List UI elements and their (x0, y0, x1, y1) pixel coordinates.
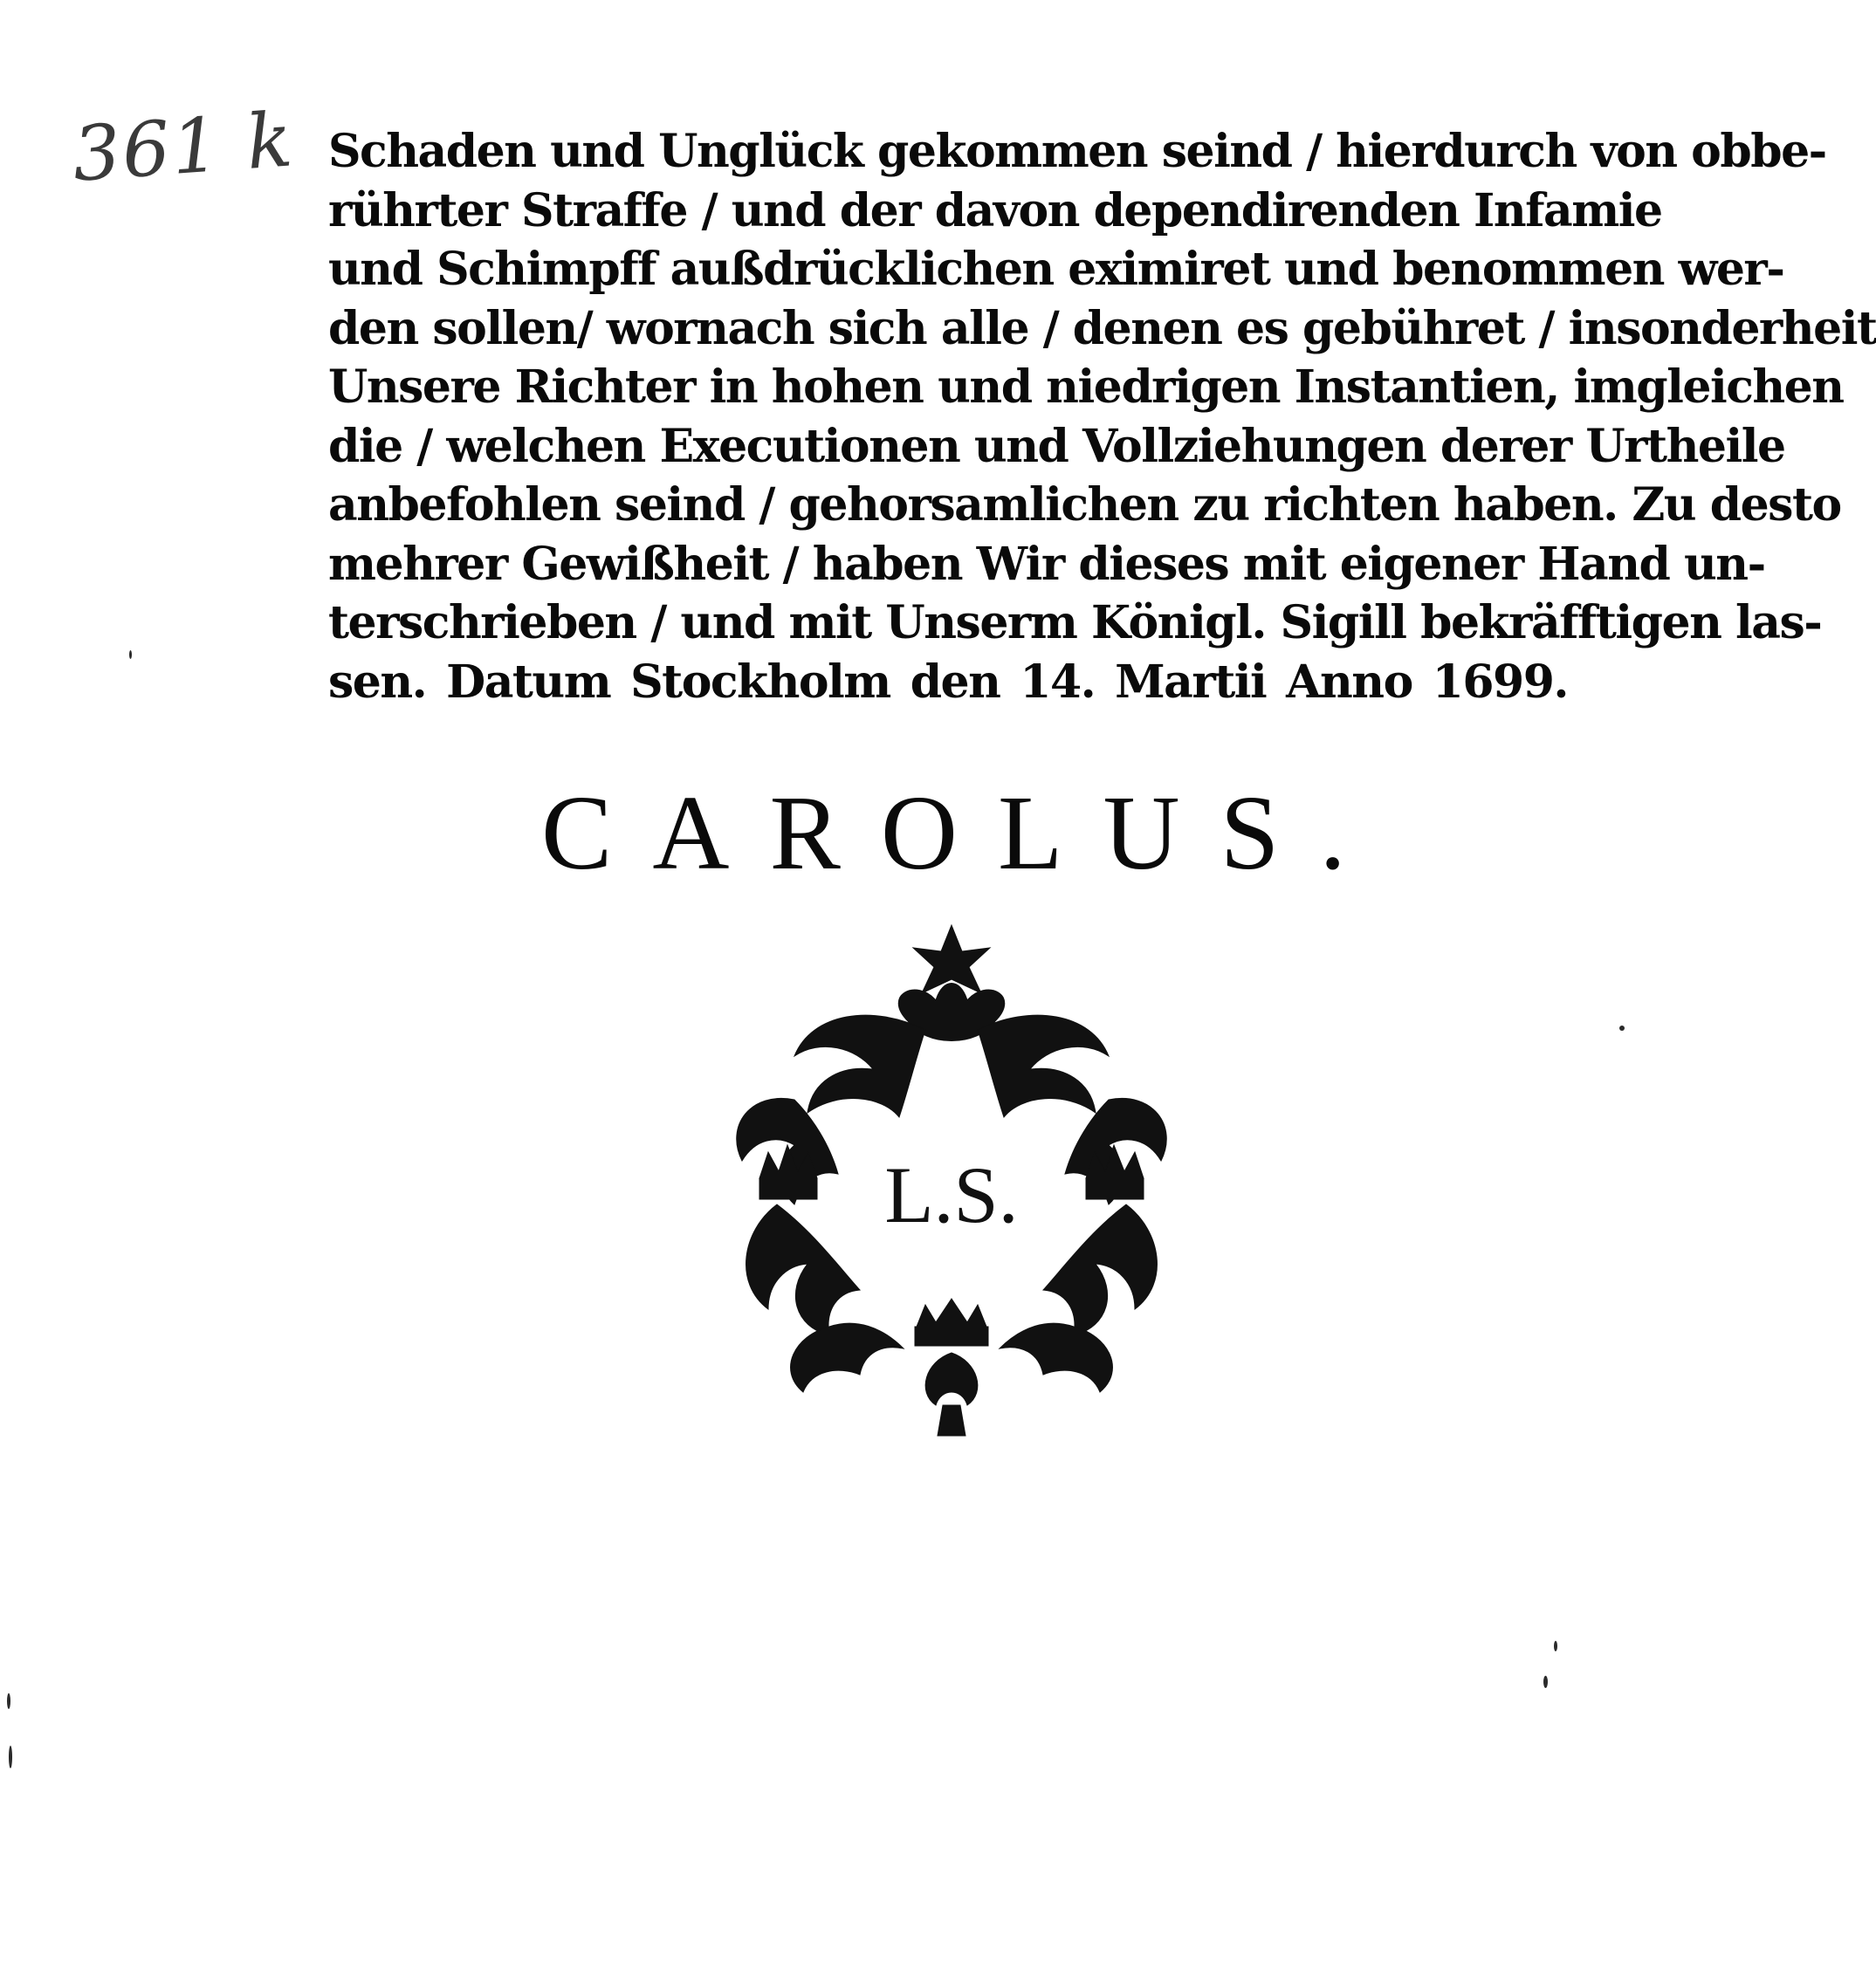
scan-speck (7, 1693, 10, 1709)
floral-wreath-icon (707, 916, 1196, 1440)
scan-speck (1619, 1026, 1625, 1031)
text-line: und Schimpff außdrücklichen eximiret und benommen wer- (328, 243, 1784, 296)
text-line: die / welchen Executionen und Vollziehungen derer Urtheile (328, 419, 1785, 473)
text-line: sen. Datum Stockholm den 14. Martii Anno 1699. (328, 655, 1568, 709)
text-line: den sollen/ wornach sich alle / denen es gebühret / insonderheit (328, 301, 1876, 355)
royal-signature: CAROLUS. (541, 774, 1386, 892)
text-line: anbefohlen seind / gehorsamlichen zu richten haben. Zu desto (328, 478, 1841, 532)
text-line: mehrer Gewißheit / haben Wir dieses mit eigener Hand un- (328, 537, 1765, 591)
text-line: Unsere Richter in hohen und niedrigen Instantien, imgleichen (328, 360, 1844, 414)
handwritten-shelfmark: 361 k (70, 96, 297, 199)
body-text (328, 122, 1876, 711)
text-line: rührter Straffe / und der davon dependirenden Infamie (328, 183, 1662, 237)
scan-speck (1543, 1676, 1548, 1688)
text-line: terschrieben / und mit Unserm Königl. Sigill bekräfftigen las- (328, 596, 1822, 649)
locus-sigilli-ornament (707, 916, 1196, 1440)
scan-speck (9, 1746, 12, 1768)
scan-speck (129, 650, 132, 659)
seal-text: L.S. (884, 1150, 1019, 1239)
text-line: Schaden und Unglück gekommen seind / hierdurch von obbe- (328, 125, 1826, 178)
scan-speck (1554, 1641, 1557, 1651)
